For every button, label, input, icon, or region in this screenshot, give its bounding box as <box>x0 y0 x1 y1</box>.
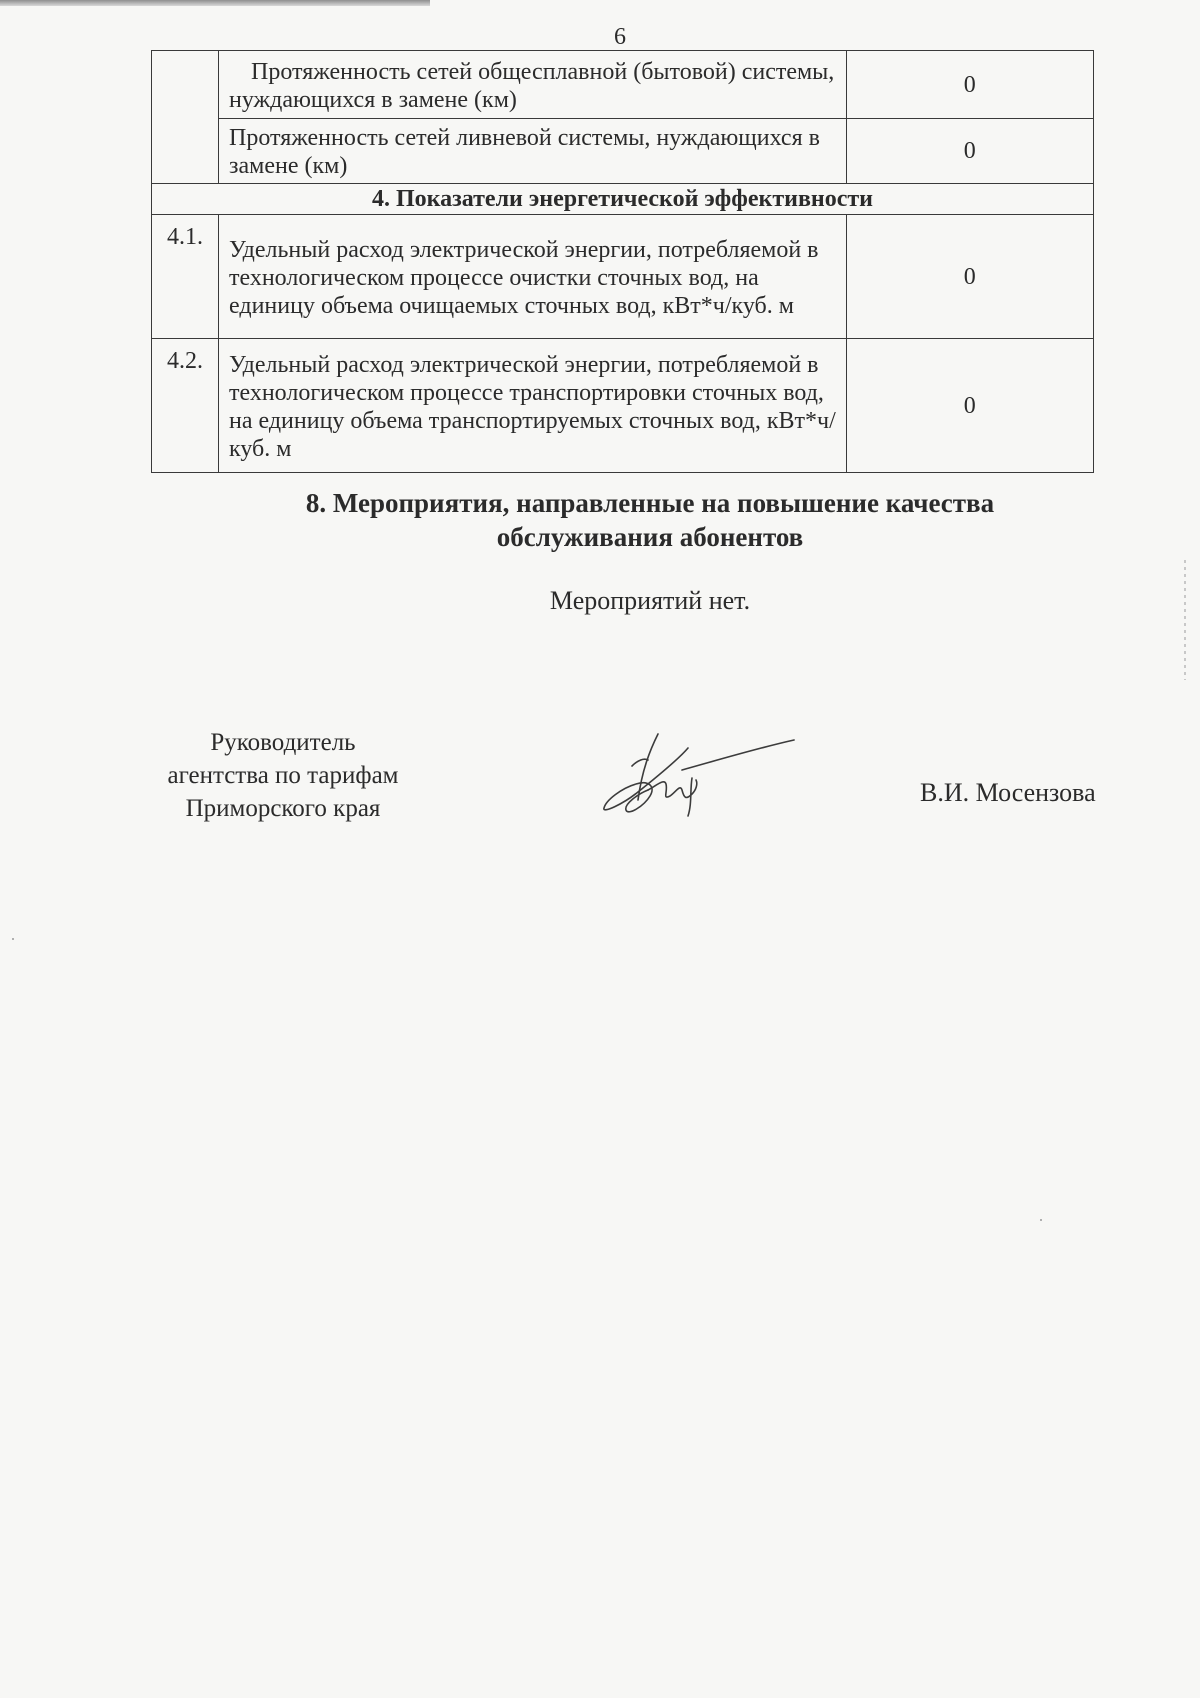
table-row <box>152 215 1094 339</box>
scan-edge-mark <box>1184 560 1186 680</box>
handwritten-signature <box>598 730 798 826</box>
indicators-table <box>151 50 1094 473</box>
section-8-heading <box>150 486 1150 554</box>
table-row <box>152 51 1094 119</box>
indicator-description: Протяженность сетей ливневой системы, нуждающихся в замене (км) <box>219 119 847 184</box>
table-section-heading: 4. Показатели энергетической эффективности <box>152 184 1094 215</box>
section-8-heading-line: 8. Мероприятия, направленные на повышение качества <box>305 488 995 518</box>
scan-speck <box>1040 1219 1042 1221</box>
table-row <box>152 119 1094 184</box>
indicator-value: 0 <box>846 119 1093 184</box>
indicator-value: 0 <box>846 51 1093 119</box>
indicator-description: Протяженность сетей общесплавной (бытовой) системы, нуждающихся в замене (км) <box>219 51 847 119</box>
row-number: 4.2. <box>152 339 219 473</box>
section-8-heading-line: обслуживания абонентов <box>496 522 804 552</box>
signer-name: В.И. Мосензова <box>920 778 1096 807</box>
table-row <box>152 339 1094 473</box>
indicator-description: Удельный расход электрической энергии, потребляемой в технологическом процессе очистки сточных вод, на единицу объема очищаемых сточных вод, кВт*ч/куб. м <box>219 215 847 339</box>
signer-position-line: агентства по тарифам <box>167 762 399 789</box>
indicator-value: 0 <box>846 339 1093 473</box>
scan-edge-shadow <box>0 0 430 6</box>
row-number-cell <box>152 51 219 184</box>
indicator-description: Удельный расход электрической энергии, потребляемой в технологическом процессе транспортировки сточных вод, на единицу объема транспортируемых сточных вод, кВт*ч/куб. м <box>219 339 847 473</box>
scan-speck <box>12 938 14 940</box>
signer-position <box>118 726 448 825</box>
signer-position-line: Руководитель <box>210 729 356 756</box>
signer-position-line: Приморского края <box>185 795 381 822</box>
section-8-body: Мероприятий нет. <box>549 586 751 615</box>
row-number: 4.1. <box>152 215 219 339</box>
page-number: 6 <box>614 24 626 50</box>
section-row <box>152 184 1094 215</box>
indicator-value: 0 <box>846 215 1093 339</box>
